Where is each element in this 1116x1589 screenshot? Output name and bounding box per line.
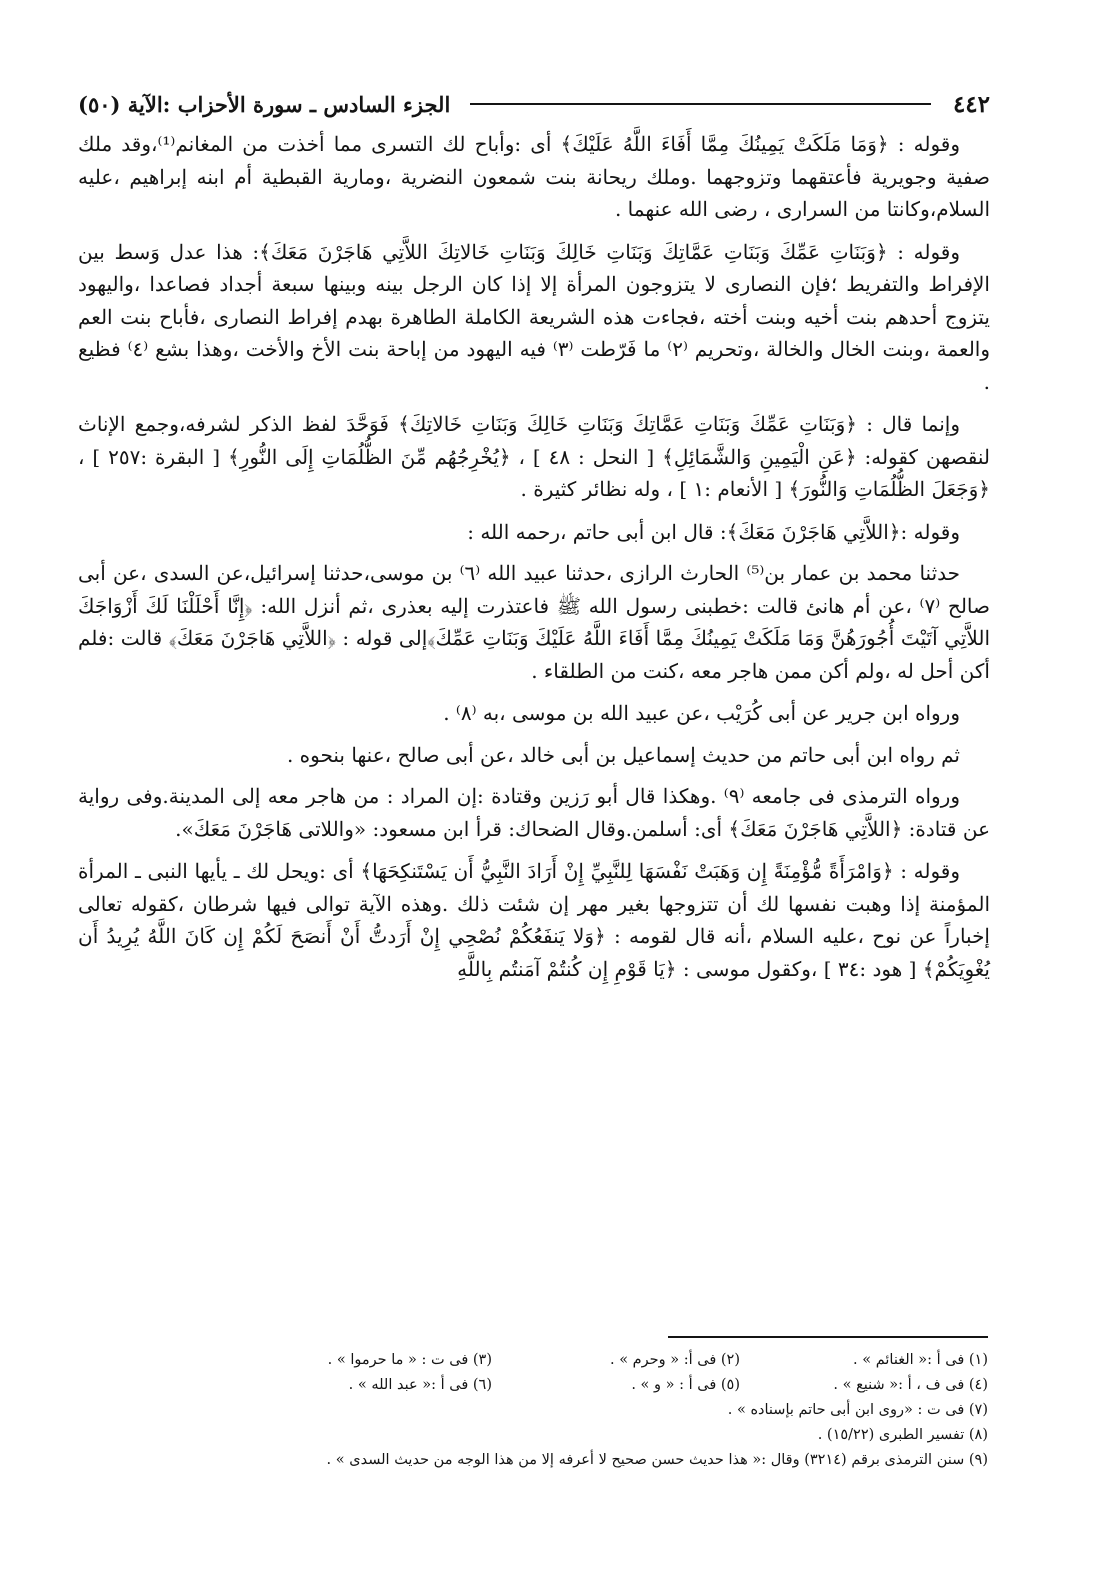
footnote: (٧) فى ت : «روى ابن أبى حاتم بإسناده » . bbox=[727, 1402, 988, 1418]
footnote-row bbox=[78, 1423, 988, 1448]
footnote: (٤) فى ف ، أ :« شنيع » . bbox=[833, 1377, 988, 1393]
footnote-row bbox=[78, 1398, 988, 1423]
footnote: (٢) فى أ: « وحرم » . bbox=[609, 1352, 740, 1368]
header-rule bbox=[470, 103, 931, 105]
footnote-row bbox=[78, 1373, 988, 1398]
paragraph: وقوله : ﴿وَامْرَأَةً مُّؤْمِنَةً إِن وَهَبَتْ نَفْسَهَا لِلنَّبِيِّ إِنْ أَرَادَ النَّبِيُّ أَن يَسْتَنكِحَهَا﴾ أى :ويحل لك ـ يأيها النبى ـ المرأة المؤمنة إذا وهبت نفسها لك أن تتزوجها بغير مهر إن شئت ذلك .وهذه الآية توالى فيها شرطان ،كقوله تعالى إخباراً عن نوح ،عليه السلام ،أنه قال لقومه : ﴿وَلا يَنفَعُكُمْ نُصْحِي إِنْ أَرَدتُّ أَنْ أَنصَحَ لَكُمْ إِن كَانَ اللَّهُ يُرِيدُ أَن يُغْوِيَكُمْ﴾ [ هود :٣٤ ] ،وكقول موسى : ﴿يَا قَوْمِ إِن كُنتُمْ آمَنتُم بِاللَّهِ bbox=[78, 859, 990, 981]
paragraph: ورواه ابن جرير عن أبى كُرَيْب ،عن عبيد الله بن موسى ،به ⁽٨⁾ . bbox=[443, 701, 960, 725]
paragraph: وقوله :﴿اللاَّتِي هَاجَرْنَ مَعَكَ﴾: قال ابن أبى حاتم ،رحمه الله : bbox=[467, 519, 960, 544]
body-text bbox=[78, 128, 990, 985]
paragraph: وقوله : ﴿وَمَا مَلَكَتْ يَمِينُكَ مِمَّا أَفَاءَ اللَّهُ عَلَيْكَ﴾ أى :وأباح لك التسرى مما أخذت من المغانم⁽¹⁾،وقد ملك صفية وجويرية فأعتقهما وتزوجهما .وملك ريحانة بنت شمعون النضرية ،ومارية القبطية أم ابنه إبراهيم ،عليه السلام،وكانتا من السرارى ، رضى الله عنهما . bbox=[78, 132, 990, 221]
paragraph: وإنما قال : ﴿وَبَنَاتِ عَمِّكَ وَبَنَاتِ عَمَّاتِكَ وَبَنَاتِ خَالِكَ وَبَنَاتِ خَالاتِكَ﴾ فَوَحَّدَ لفظ الذكر لشرفه،وجمع الإناث لنقصهن كقوله: ﴿عَنِ الْيَمِينِ وَالشَّمَائِلِ﴾ [ النحل : ٤٨ ] ، ﴿يُخْرِجُهُم مِّنَ الظُّلُمَاتِ إِلَى النُّورِ﴾ [ البقرة :٢٥٧ ] ،﴿وَجَعَلَ الظُّلُمَاتِ وَالنُّورَ﴾ [ الأنعام :١ ] ، وله نظائر كثيرة . bbox=[78, 412, 990, 501]
page-number: ٤٤٢ bbox=[952, 90, 990, 118]
footnote: (٩) سنن الترمذى برقم (٣٢١٤) وقال :« هذا حديث حسن صحيح لا أعرفه إلا من هذا الوجه من حديث السدى » . bbox=[326, 1452, 988, 1468]
paragraph: وقوله : ﴿وَبَنَاتِ عَمِّكَ وَبَنَاتِ عَمَّاتِكَ وَبَنَاتِ خَالِكَ وَبَنَاتِ خَالاتِكَ اللاَّتِي هَاجَرْنَ مَعَكَ﴾: هذا عدل وَسط بين الإفراط والتفريط ؛فإن النصارى لا يتزوجون المرأة إلا إذا كان الرجل بينه وبينها سبعة أجداد فصاعدا ،واليهود يتزوج أحدهم بنت أخيه وبنت أخته ،فجاءت هذه الشريعة الكاملة الطاهرة بهدم إفراط النصارى ،فأباح بنت العم والعمة ،وبنت الخال والخالة ،وتحريم ⁽٢⁾ ما فَرّطت ⁽٣⁾ فيه اليهود من إباحة بنت الأخ والأخت ،وهذا بشع ⁽٤⁾ فظيع . bbox=[78, 239, 991, 394]
footnote: (٥) فى أ : « و » . bbox=[631, 1377, 740, 1393]
footnote-row bbox=[78, 1348, 988, 1373]
page-content bbox=[78, 84, 990, 995]
footnote: (٣) فى ت : « ما حرموا » . bbox=[327, 1352, 492, 1368]
footnotes bbox=[78, 1348, 988, 1473]
running-title: الجزء السادس ـ سورة الأحزاب :الآية (٥٠) bbox=[78, 91, 451, 117]
footnote: (٨) تفسير الطبرى (١٥/٢٢) . bbox=[817, 1427, 988, 1443]
paragraph: ثم رواه ابن أبى حاتم من حديث إسماعيل بن أبى خالد ،عن أبى صالح ،عنها بنحوه . bbox=[286, 742, 960, 767]
footnote-separator bbox=[668, 1336, 988, 1338]
paragraph: ورواه الترمذى فى جامعه ⁽٩⁾ .وهكذا قال أبو رَزين وقتادة :إن المراد : من هاجر معه إلى المدينة.وفى رواية عن قتادة: ﴿اللاَّتِي هَاجَرْنَ مَعَكَ﴾ أى: أسلمن.وقال الضحاك: قرأ ابن مسعود: «واللاتى هَاجَرْنَ مَعَكَ». bbox=[78, 784, 990, 841]
paragraph: حدثنا محمد بن عمار بن⁽⁵⁾ الحارث الرازى ،حدثنا عبيد الله ⁽٦⁾ بن موسى،حدثنا إسرائيل،عن السدى ،عن أبى صالح ⁽٧⁾ ،عن أم هانئ قالت :خطبنى رسول الله ﷺ فاعتذرت إليه بعذرى ،ثم أنزل الله: ﴿إِنَّا أَحْلَلْنَا لَكَ أَزْوَاجَكَ اللاَّتِي آتَيْتَ أُجُورَهُنَّ وَمَا مَلَكَتْ يَمِينُكَ مِمَّا أَفَاءَ اللَّهُ عَلَيْكَ وَبَنَاتِ عَمِّكَ﴾إلى قوله : ﴿اللاَّتِي هَاجَرْنَ مَعَكَ﴾ قالت :فلم أكن أحل له ،ولم أكن ممن هاجر معه ،كنت من الطلقاء . bbox=[78, 561, 991, 683]
page-header bbox=[78, 84, 990, 124]
footnote: (٦) فى أ :« عبد الله » . bbox=[348, 1377, 492, 1393]
footnote-row bbox=[78, 1448, 988, 1473]
footnote: (١) فى أ :« الغنائم » . bbox=[853, 1352, 988, 1368]
